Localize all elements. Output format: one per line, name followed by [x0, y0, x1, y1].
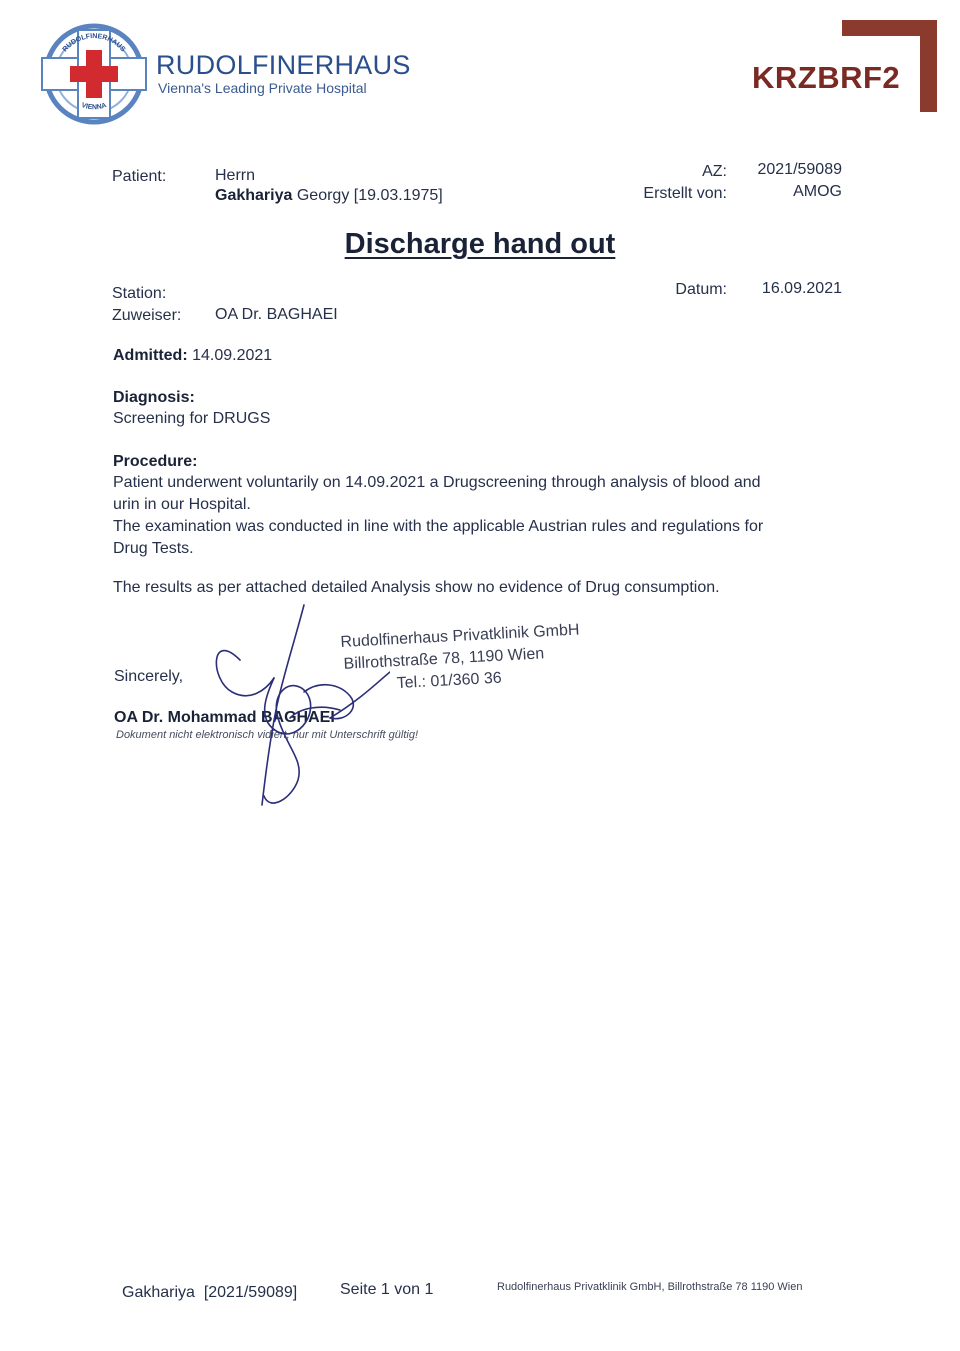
footer-patient-ref: Gakhariya [2021/59089]: [122, 1284, 298, 1301]
logo-ring-bottom: VIENNA: [80, 101, 108, 112]
station-label: Station:: [112, 285, 167, 302]
result-statement: The results as per attached detailed Analysis show no evidence of Drug consumption.: [113, 579, 720, 596]
procedure-text: [113, 472, 853, 560]
patient-given-name-dob: Georgy [19.03.1975]: [296, 187, 443, 204]
patient-label: Patient:: [112, 168, 167, 185]
closing-salutation: Sincerely,: [114, 668, 184, 685]
stamp-phone: Tel.: 01/360 36: [396, 669, 503, 693]
admitted-label: Admitted:: [113, 347, 188, 364]
procedure-line: urin in our Hospital.: [113, 496, 251, 513]
brand-tagline: Vienna's Leading Private Hospital: [158, 80, 367, 96]
signer-name: OA Dr. Mohammad BAGHAEI: [114, 709, 335, 726]
stamp-address: Billrothstraße 78, 1190 Wien: [343, 645, 545, 673]
date-value: 16.09.2021: [761, 280, 842, 297]
procedure-line: Drug Tests.: [113, 540, 194, 557]
procedure-line: The examination was conducted in line with the applicable Austrian rules and regulations for: [113, 518, 764, 535]
created-by-value: AMOG: [793, 183, 842, 200]
referrer-value: OA Dr. BAGHAEI: [215, 306, 338, 323]
date-label: Datum:: [675, 281, 727, 298]
diagnosis-heading: Diagnosis:: [113, 389, 195, 406]
procedure-line: Patient underwent voluntarily on 14.09.2021 a Drugscreening through analysis of blood and: [113, 474, 761, 491]
doc-code: KRZBRF2: [752, 60, 901, 95]
patient-name: [215, 187, 443, 205]
hospital-logo: [40, 20, 148, 128]
footer-page-number: Seite 1 von 1: [340, 1281, 434, 1298]
page-title: Discharge hand out: [344, 228, 616, 260]
patient-salutation: Herrn: [215, 167, 256, 184]
admitted-line: [113, 347, 272, 365]
handwritten-signature: [170, 600, 390, 820]
diagnosis-text: Screening for DRUGS: [113, 410, 271, 427]
patient-surname: Gakhariya: [215, 187, 293, 204]
az-value: 2021/59089: [757, 161, 842, 178]
signature-disclaimer: Dokument nicht elektronisch vidiert, nur mit Unterschrift gültig!: [116, 729, 419, 741]
procedure-heading: Procedure:: [113, 453, 198, 470]
az-label: AZ:: [702, 163, 727, 180]
brand-name: RUDOLFINERHAUS: [156, 50, 411, 80]
stamp-company: Rudolfinerhaus Privatklinik GmbH: [340, 621, 580, 651]
footer-company: Rudolfinerhaus Privatklinik GmbH, Billrothstraße 78 1190 Wien: [497, 1281, 803, 1293]
logo-ring-text: RUDOLFINERHAUS: [61, 32, 127, 54]
referrer-label: Zuweiser:: [112, 307, 182, 324]
admitted-value: 14.09.2021: [192, 347, 273, 364]
created-by-label: Erstellt von:: [643, 185, 727, 202]
